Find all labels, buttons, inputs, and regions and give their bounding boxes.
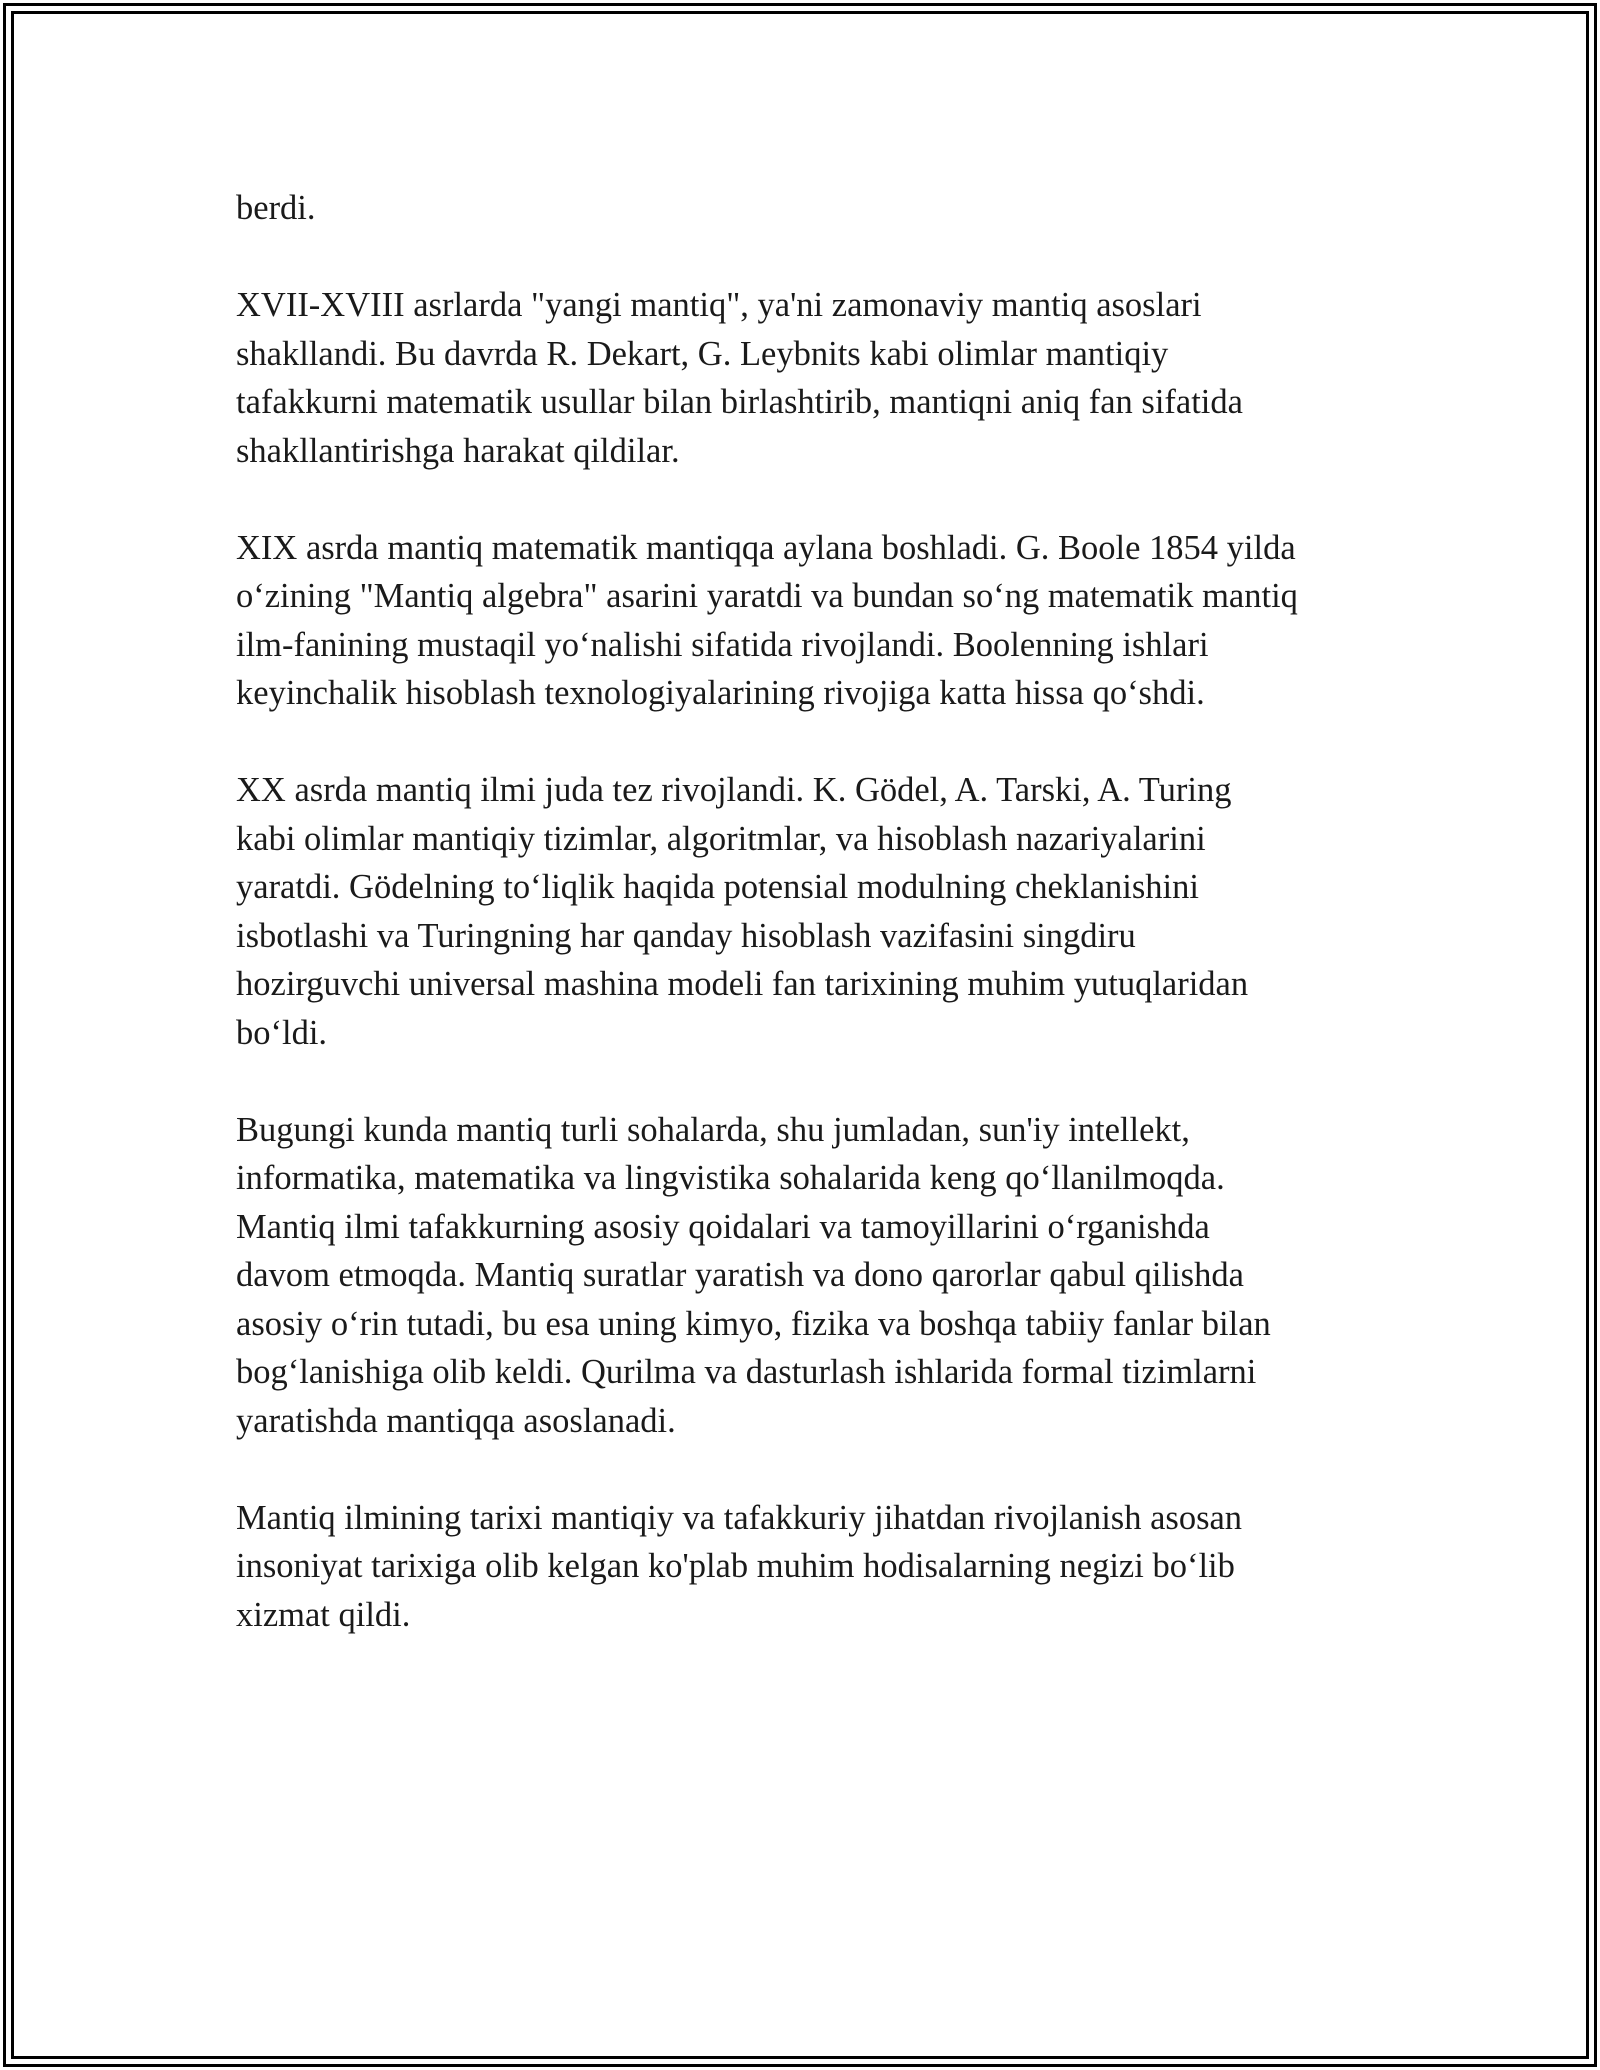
paragraph-conclusion: Mantiq ilmining tarixi mantiqiy va tafakkuriy jihatdan rivojlanish asosan insoniyat tarixiga olib kelgan ko'plab muhim hodisalarning negizi boʻlib xizmat qildi. (236, 1498, 1243, 1634)
paragraph-continuation: berdi. (236, 189, 316, 227)
paragraph-new-logic: XVII-XVIII asrlarda "yangi mantiq", ya'ni zamonaviy mantiq asoslari shakllandi. Bu davrda R. Dekart, G. Leybnits kabi olimlar mantiqiy tafakkurni matematik usullar bilan birlashtirib, mantiqni aniq fan sifatida shakllantirishga harakat qildilar. (236, 286, 1243, 470)
paragraph-mathematical-logic: XIX asrda mantiq matematik mantiqqa aylana boshladi. G. Boole 1854 yilda oʻzining "Mantiq algebra" asarini yaratdi va bundan soʻng matematik mantiq ilm-fanining mustaqil yoʻnalishi sifatida rivojlandi. Boolenning ishlari keyinchalik hisoblash texnologiyalarining rivojiga katta hissa qoʻshdi. (236, 528, 1298, 712)
paragraph-twentieth-century: XX asrda mantiq ilmi juda tez rivojlandi. K. Gödel, A. Tarski, A. Turing kabi olimlar mantiqiy tizimlar, algoritmlar, va hisoblash nazariyalarini yaratdi. Gödelning toʻliqlik haqida potensial modulning cheklanishini isbotlashi va Turingning har qanday hisoblash vazifasini singdiru hozirguvchi universal mashina modeli fan tarixining muhim yutuqlaridan boʻldi. (236, 771, 1249, 1052)
document-body (236, 184, 1416, 1688)
paragraph-modern-applications: Bugungi kunda mantiq turli sohalarda, shu jumladan, sun'iy intellekt, informatika, matematika va lingvistika sohalarida keng qoʻllanilmoqda. Mantiq ilmi tafakkurning asosiy qoidalari va tamoyillarini oʻrganishda davom etmoqda. Mantiq suratlar yaratish va dono qarorlar qabul qilishda asosiy oʻrin tutadi, bu esa uning kimyo, fizika va boshqa tabiiy fanlar bilan bogʻlanishiga olib keldi. Qurilma va dasturlash ishlarida formal tizimlarni yaratishda mantiqqa asoslanadi. (236, 1110, 1271, 1440)
